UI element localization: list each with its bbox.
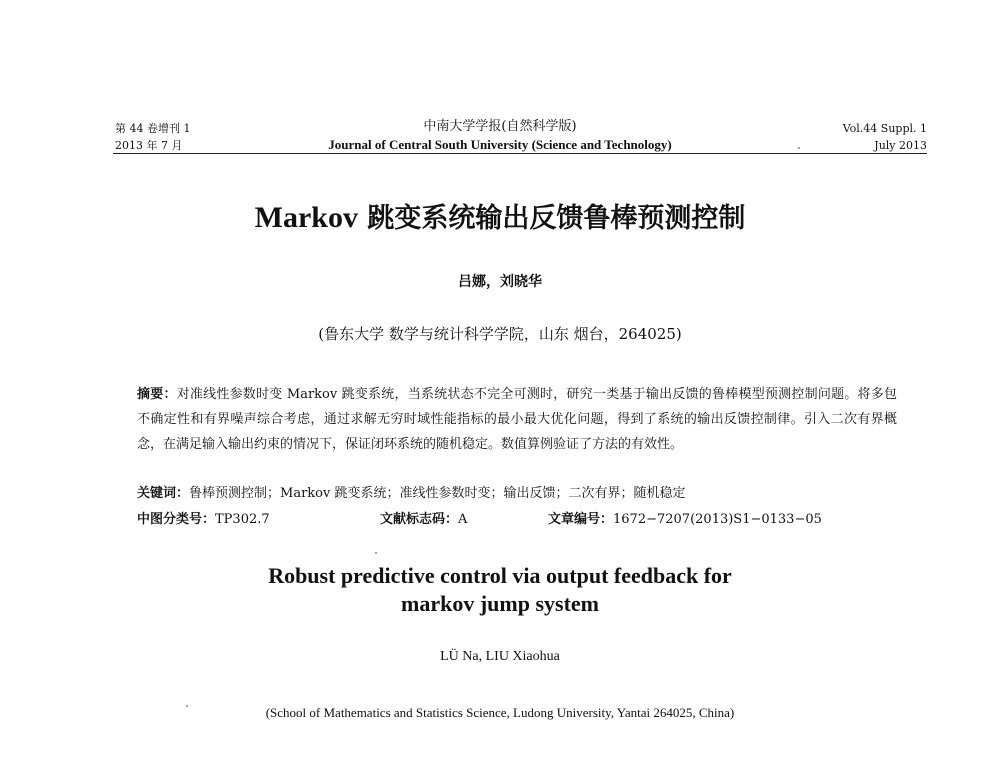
title-en-line1: Robust predictive control via output feedback for	[268, 563, 732, 588]
date-cn: 2013 年 7 月	[115, 139, 183, 152]
article-number	[548, 510, 822, 530]
volume-issue-cn: 第 44 卷增刊 1	[115, 122, 191, 135]
title-en	[0, 562, 1000, 618]
clc-label: 中图分类号：	[137, 512, 216, 527]
clc-value: TP302.7	[215, 512, 270, 527]
authors-cn: 吕娜，刘晓华	[458, 274, 542, 290]
journal-name-cn: 中南大学学报(自然科学版)	[423, 119, 577, 134]
journal-name-en: Journal of Central South University (Science and Technology)	[328, 137, 672, 152]
title-cn-rest: 跳变系统输出反馈鲁棒预测控制	[357, 203, 746, 234]
date-en: July 2013	[874, 139, 927, 152]
doc-code-value: A	[458, 512, 468, 527]
title-en-line2: markov jump system	[401, 591, 599, 616]
scan-speck	[798, 147, 800, 149]
volume-issue-en: Vol.44 Suppl. 1	[842, 122, 927, 135]
article-value: 1672−7207(2013)S1−0133−05	[613, 512, 822, 527]
affiliation-en: (School of Mathematics and Statistics Science, Ludong University, Yantai 264025, China)	[265, 705, 735, 720]
header-right	[843, 120, 927, 154]
affiliation-cn: (鲁东大学 数学与统计科学学院，山东 烟台，264025)	[318, 325, 682, 343]
header-rule	[113, 153, 927, 154]
doc-code-label: 文献标志码：	[380, 512, 459, 527]
article-label: 文章编号：	[548, 512, 614, 527]
abstract-text: 对准线性参数时变 Markov 跳变系统，当系统状态不完全可测时，研究一类基于输出反馈的鲁棒模型预测控制问题。将多包不确定性和有界噪声综合考虑，通过求解无穷时域性能指标的最小最大优化问题，得到了系统的输出反馈控制律。引入二次有界概念，在满足输入输出约束的情况下，保证闭环系统的随机稳定。数值算例验证了方法的有效性。	[137, 387, 897, 452]
keywords-cn	[137, 484, 685, 504]
title-cn-prefix: Markov	[254, 201, 358, 234]
keywords-text: 鲁棒预测控制；Markov 跳变系统；准线性参数时变；输出反馈；二次有界；随机稳定	[189, 486, 686, 501]
keywords-label: 关键词：	[137, 486, 190, 501]
abstract-cn	[137, 382, 897, 457]
abstract-label: 摘要：	[137, 387, 177, 402]
authors-en: LÜ Na, LIU Xiaohua	[440, 649, 560, 664]
title-cn	[0, 196, 1000, 235]
clc-number	[137, 510, 270, 530]
document-code	[380, 510, 467, 530]
scan-speck	[186, 705, 188, 707]
scan-speck	[375, 552, 377, 554]
